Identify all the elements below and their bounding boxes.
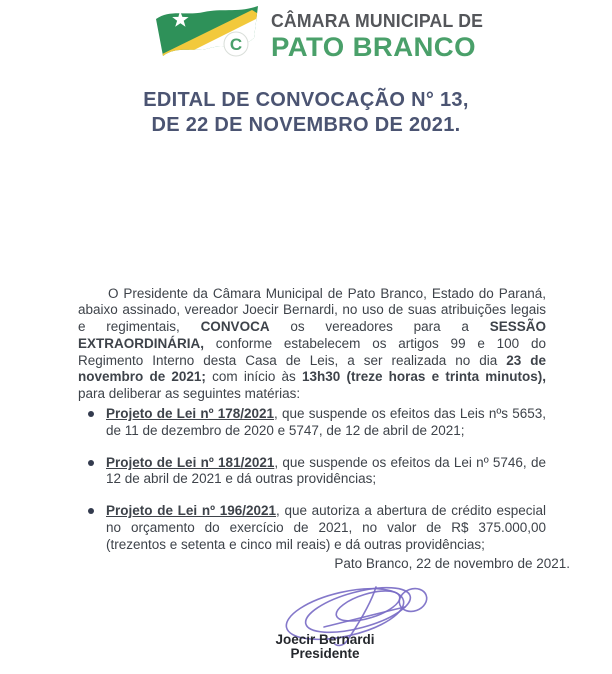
letterhead-line-big: PATO BRANCO <box>271 32 476 62</box>
flag-svg <box>150 3 266 63</box>
matters-list <box>88 406 546 569</box>
list-item-text: Projeto de Lei nº 178/2021, que suspende os efeitos das Leis nºs 5653, de 11 de dezembro de 2020 e 5747, de 12 de abril de 2021; <box>106 406 546 438</box>
list-item-projeto-181 <box>88 455 546 489</box>
signer-role: Presidente <box>290 646 360 661</box>
list-item-text: Projeto de Lei nº 196/2021, que autoriza a abertura de crédito especial no orçamento do exercício de 2021, no valor de R$ 375.000,00 (trezentos e setenta e cinco mil reais) e dá outras providências; <box>106 503 546 552</box>
letterhead-line-small: CÂMARA MUNICIPAL DE <box>271 11 484 31</box>
list-item-projeto-196 <box>88 503 546 553</box>
document-title <box>0 88 612 138</box>
bullet-icon <box>88 460 94 466</box>
bullet-icon <box>88 411 94 417</box>
pato-branco-flag-icon <box>150 3 266 63</box>
intro-paragraph: O Presidente da Câmara Municipal de Pato Branco, Estado do Paraná, abaixo assinado, vereador Joecir Bernardi, no uso de suas atribuições legais e regimentais, CONVOCA os vereadores para a SESSÃO EXTRAORDINÁRIA, conforme estabelecem os artigos 99 e 100 do Regimento Interno desta Casa de Leis, a ser realizada no dia 23 de novembro de 2021; com início às 13h30 (treze horas e trinta minutos), para deliberar as seguintes matérias: <box>78 285 547 402</box>
list-item-text: Projeto de Lei nº 181/2021, que suspende os efeitos da Lei nº 5746, de 12 de abril de 2021 e dá outras providências; <box>106 454 546 487</box>
document-title-line1: EDITAL DE CONVOCAÇÃO N° 13, <box>143 89 469 111</box>
document-title-line2: DE 22 DE NOVEMBRO DE 2021. <box>151 114 461 136</box>
flag-badge-letter: C <box>229 35 243 54</box>
bullet-icon <box>88 508 94 514</box>
letterhead <box>271 11 501 63</box>
place-date-line: Pato Branco, 22 de novembro de 2021. <box>334 556 570 571</box>
list-item-projeto-178 <box>88 406 546 440</box>
signer-name: Joecir Bernardi <box>275 632 375 647</box>
